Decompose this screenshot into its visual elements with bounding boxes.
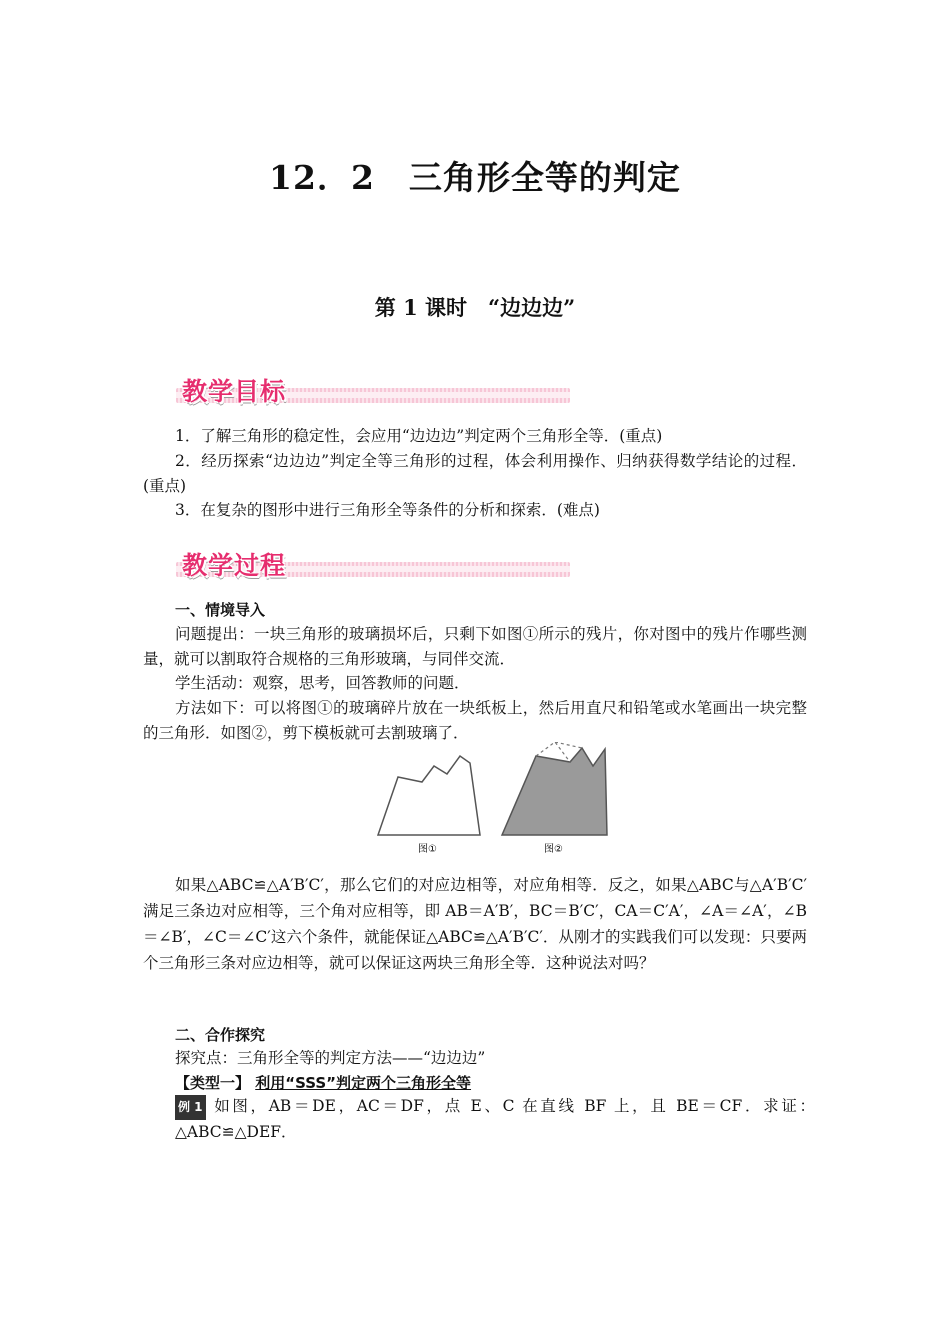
section-banner-process <box>176 546 570 580</box>
example-badge: 例 1 <box>175 1095 206 1120</box>
part1-question: 问题提出：一块三角形的玻璃损坏后，只剩下如图①所示的残片，你对图中的残片作哪些测量，就可以割取符合规格的三角形玻璃，与同伴交流． <box>143 625 807 668</box>
figure-2-caption: 图② <box>544 844 563 855</box>
page-title: 12．2 三角形全等的判定 <box>269 158 681 197</box>
type-one-label <box>175 1072 471 1093</box>
glass-figures <box>370 742 615 860</box>
part1-heading: 一、情境导入 <box>175 601 266 619</box>
banner-label-process: 教学过程 <box>182 551 287 580</box>
banner-label-goals: 教学目标 <box>182 377 287 406</box>
part2-explore-point: 探究点：三角形全等的判定方法——“边边边” <box>175 1049 486 1067</box>
goal-item-1: 1．了解三角形的稳定性，会应用“边边边”判定两个三角形全等．(重点) <box>175 427 663 445</box>
section-banner-goals <box>176 372 570 406</box>
glass-template-figure-2 <box>502 748 607 835</box>
goal-item-2: 2．经历探索“边边边”判定全等三角形的过程，体会利用操作、归纳获得数学结论的过程．(重点) <box>143 452 807 495</box>
part1-discussion: 如果△ABC≌△A′B′C′，那么它们的对应边相等，对应角相等．反之，如果△ABC与△A′B′C′满足三条边对应相等，三个角对应相等，即 AB＝A′B′，BC＝B′C′，CA＝C′A′，∠A＝∠A′，∠B＝∠B′，∠C＝∠C′这六个条件，就能保证△ABC≌△A′B′C′．从刚才的实践我们可以发现：只要两个三角形三条对应边相等，就可以保证这两块三角形全等．这种说法对吗？ <box>143 876 807 972</box>
glass-fragment-figure-1 <box>378 756 480 835</box>
part1-method: 方法如下：可以将图①的玻璃碎片放在一块纸板上，然后用直尺和铅笔或水笔画出一块完整的三角形．如图②，剪下模板就可去割玻璃了． <box>143 699 807 742</box>
example-1-text: 如图，AB＝DE，AC＝DF，点 E、C 在直线 BF 上，且 BE＝CF．求证：△ABC≌△DEF． <box>175 1097 815 1141</box>
figure-1-caption: 图① <box>418 844 437 855</box>
part1-activity: 学生活动：观察，思考，回答教师的问题． <box>175 674 470 692</box>
type-one-bracket: 【类型一】 <box>175 1074 251 1092</box>
type-one-title: 利用“SSS”判定两个三角形全等 <box>255 1074 472 1092</box>
part2-heading: 二、合作探究 <box>175 1026 266 1044</box>
goal-item-3: 3．在复杂的图形中进行三角形全等条件的分析和探索．(难点) <box>175 501 600 519</box>
lesson-subtitle: 第 1 课时 “边边边” <box>374 295 576 320</box>
example-1 <box>175 1094 815 1144</box>
